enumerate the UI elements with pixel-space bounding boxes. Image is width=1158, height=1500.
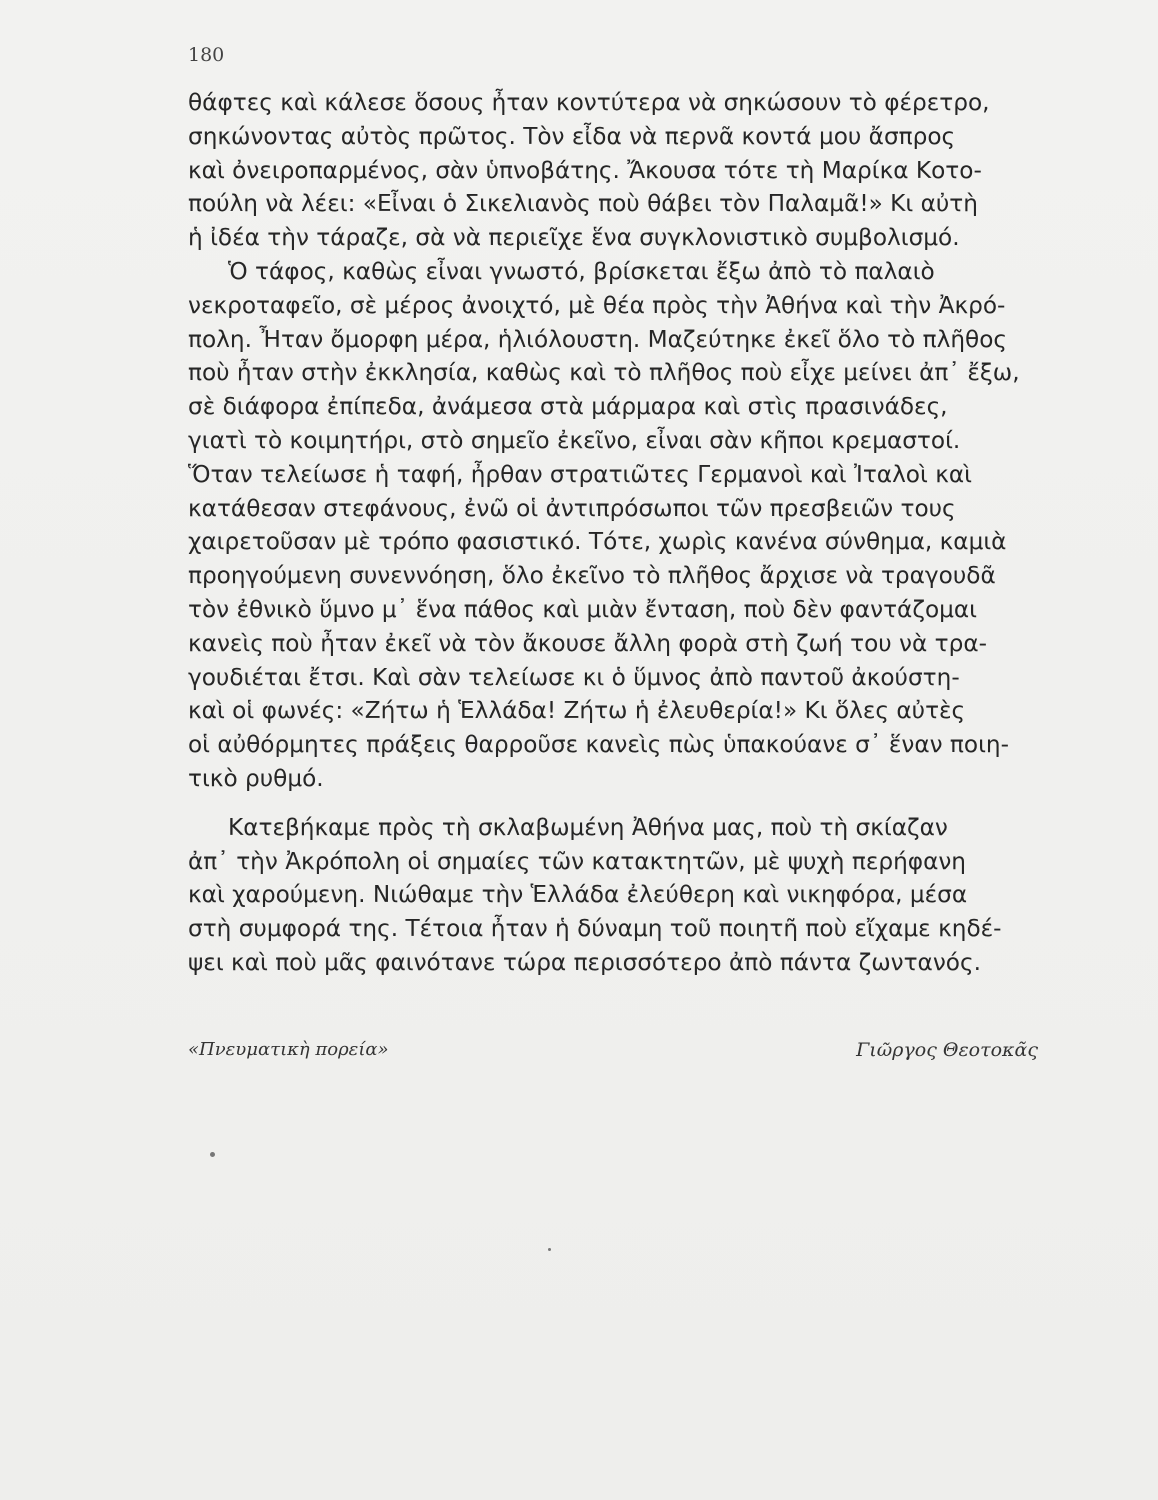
author-name: Γιῶργος Θεοτοκᾶς [856,1039,1038,1061]
text-line: ἡ ἰδέα τὴν τάραζε, σὰ νὰ περιεῖχε ἕνα συγκλονιστικὸ συμβολισμό. [188,224,960,252]
text-line: τὸν ἐθνικὸ ὕμνο μ᾿ ἕνα πάθος καὶ μιὰν ἔνταση, ποὺ δὲν φαντάζομαι [188,595,978,623]
text-line: σηκώνοντας αὐτὸς πρῶτος. Τὸν εἶδα νὰ περνᾶ κοντά μου ἄσπρος [188,122,956,150]
text-line: γουδιέται ἔτσι. Καὶ σὰν τελείωσε κι ὁ ὕμνος ἀπὸ παντοῦ ἀκούστη- [188,663,960,691]
text-line: νεκροταφεῖο, σὲ μέρος ἀνοιχτό, μὲ θέα πρὸς τὴν Ἀθήνα καὶ τὴν Ἀκρό- [188,291,1006,319]
text-line: Ὅταν τελείωσε ἡ ταφή, ἦρθαν στρατιῶτες Γερμανοὶ καὶ Ἰταλοὶ καὶ [188,460,972,488]
page-number: 180 [188,44,225,66]
text-line: κατάθεσαν στεφάνους, ἐνῶ οἱ ἀντιπρόσωποι τῶν πρεσβειῶν τους [188,494,956,522]
text-line: ἀπ᾿ τὴν Ἀκρόπολη οἱ σημαίες τῶν κατακτητῶν, μὲ ψυχὴ περήφανη [188,847,967,875]
paragraph-1 [188,86,1038,255]
text-line: καὶ ὀνειροπαρμένος, σὰν ὑπνοβάτης. Ἄκουσα τότε τὴ Μαρίκα Κοτο- [188,156,982,184]
speck-mark [548,1248,551,1251]
text-line: ποὺ ἦταν στὴν ἐκκλησία, καθὼς καὶ τὸ πλῆθος ποὺ εἶχε μείνει ἀπ᾿ ἔξω, [188,359,1020,387]
text-line: προηγούμενη συνεννόηση, ὅλο ἐκεῖνο τὸ πλῆθος ἄρχισε νὰ τραγουδᾶ [188,562,996,590]
text-line: τικὸ ρυθμό. [188,764,324,792]
text-line: πολη. Ἦταν ὄμορφη μέρα, ἡλιόλουστη. Μαζεύτηκε ἐκεῖ ὅλο τὸ πλῆθος [188,325,1008,353]
text-line: κανεὶς ποὺ ἦταν ἐκεῖ νὰ τὸν ἄκουσε ἄλλη φορὰ στὴ ζωή του νὰ τρα- [188,629,987,657]
text-line: καὶ οἱ φωνές: «Ζήτω ἡ Ἑλλάδα! Ζήτω ἡ ἐλευθερία!» Κι ὅλες αὐτὲς [188,697,966,725]
paragraph-gap [188,796,1038,811]
article-body [188,86,1038,980]
paragraph-2 [188,255,1038,796]
source-title: «Πνευματικὴ πορεία» [188,1039,389,1060]
text-line: θάφτες καὶ κάλεσε ὅσους ἦταν κοντύτερα νὰ σηκώσουν τὸ φέρετρο, [188,89,990,116]
text-line: ψει καὶ ποὺ μᾶς φαινότανε τώρα περισσότερο ἀπὸ πάντα ζωντανός. [188,948,981,976]
attribution [188,1039,1038,1065]
text-line: καὶ χαρούμενη. Νιώθαμε τὴν Ἑλλάδα ἐλεύθερη καὶ νικηφόρα, μέσα [188,881,968,909]
text-line: χαιρετοῦσαν μὲ τρόπο φασιστικό. Τότε, χωρὶς κανένα σύνθημα, καμιὰ [188,528,1007,556]
text-line: πούλη νὰ λέει: «Εἶναι ὁ Σικελιανὸς ποὺ θάβει τὸν Παλαμᾶ!» Κι αὐτὴ [188,190,978,218]
text-line: στὴ συμφορά της. Τέτοια ἦταν ἡ δύναμη τοῦ ποιητῆ ποὺ εἴχαμε κηδέ- [188,915,1002,943]
speck-mark [210,1152,215,1157]
text-line: σὲ διάφορα ἐπίπεδα, ἀνάμεσα στὰ μάρμαρα καὶ στὶς πρασινάδες, [188,393,948,421]
text-line: οἱ αὐθόρμητες πράξεις θαρροῦσε κανεὶς πὼς ὑπακούανε σ᾿ ἕναν ποιη- [188,731,1009,759]
text-line: Ὁ τάφος, καθὼς εἶναι γνωστό, βρίσκεται ἔξω ἀπὸ τὸ παλαιὸ [228,257,935,285]
paragraph-3 [188,811,1038,980]
text-line: γιατὶ τὸ κοιμητήρι, στὸ σημεῖο ἐκεῖνο, εἶναι σὰν κῆποι κρεμαστοί. [188,426,961,454]
text-line: Κατεβήκαμε πρὸς τὴ σκλαβωμένη Ἀθήνα μας, ποὺ τὴ σκίαζαν [228,813,948,841]
